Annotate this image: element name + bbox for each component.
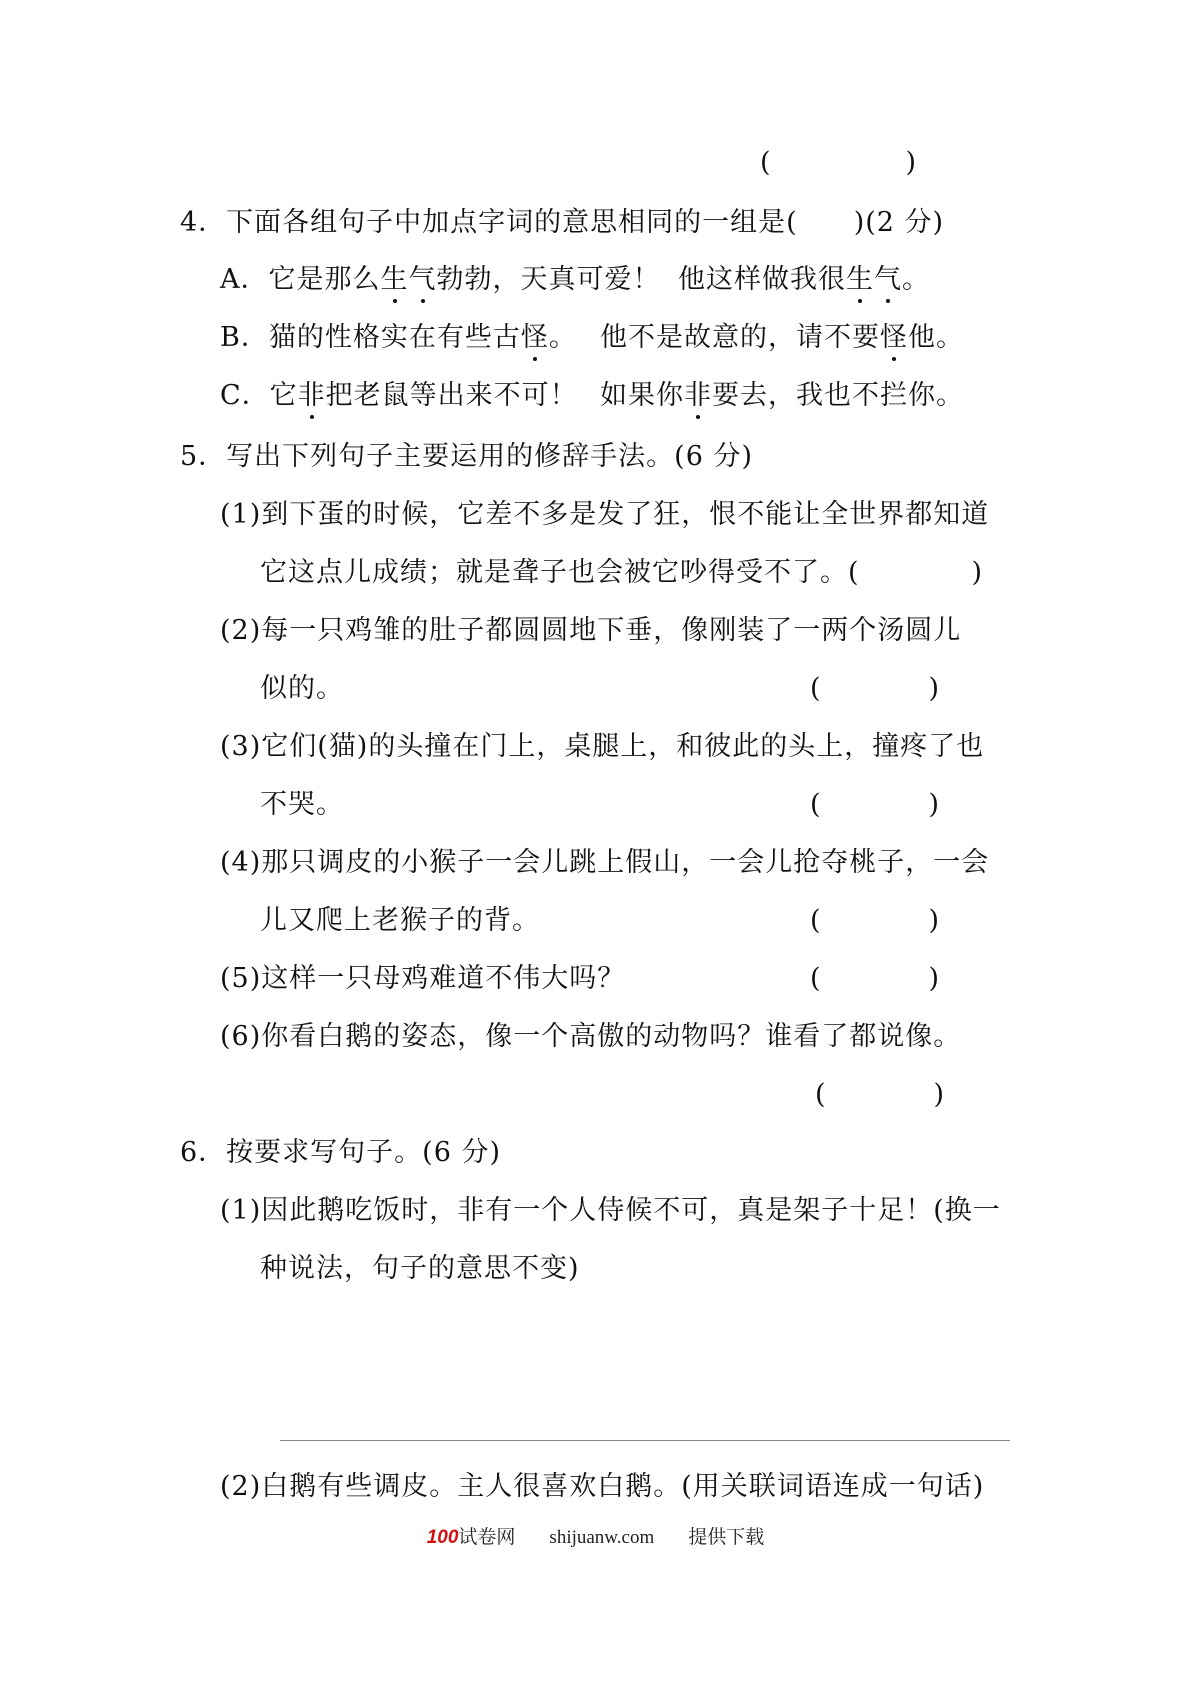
emphasis-dot-char: 非 bbox=[684, 376, 712, 416]
option-b-second-text: 他不是故意的，请不要 bbox=[600, 322, 880, 353]
emphasis-dot-char: 怪 bbox=[880, 318, 908, 358]
question-5-stem: 5．写出下列句子主要运用的修辞手法。(6 分) bbox=[180, 441, 754, 472]
footer-watermark bbox=[0, 1525, 1191, 1551]
question-4-option-c bbox=[220, 376, 578, 416]
question-4-option-b bbox=[220, 318, 577, 358]
question-5-item-3-line-2: 不哭。 bbox=[260, 789, 344, 820]
emphasis-dot-char: 生 bbox=[381, 260, 409, 300]
site-logo: 100 bbox=[426, 1527, 459, 1548]
emphasis-dot-char: 气 bbox=[874, 260, 902, 300]
option-a-text: A．它是那么 bbox=[220, 264, 381, 295]
answer-writing-line[interactable] bbox=[280, 1440, 1010, 1441]
question-4-option-c-second bbox=[600, 376, 964, 416]
question-6-item-1-line-2: 种说法，句子的意思不变) bbox=[260, 1253, 580, 1284]
question-5-item-6-line-1: (6)你看白鹅的姿态，像一个高傲的动物吗？谁看了都说像。 bbox=[220, 1021, 962, 1052]
question-4-stem: 4．下面各组句子中加点字词的意思相同的一组是( )(2 分) bbox=[180, 207, 945, 238]
question-6-stem: 6．按要求写句子。(6 分) bbox=[180, 1137, 502, 1168]
option-c-text: C．它 bbox=[220, 380, 298, 411]
question-5-item-4-line-2: 儿又爬上老猴子的背。 bbox=[260, 905, 540, 936]
download-note: 提供下载 bbox=[688, 1527, 765, 1548]
question-5-item-4-line-1: (4)那只调皮的小猴子一会儿跳上假山，一会儿抢夺桃子，一会 bbox=[220, 847, 990, 878]
option-b-text: 。 bbox=[548, 322, 577, 353]
question-4-option-b-second bbox=[600, 318, 964, 358]
question-4-option-a-second bbox=[678, 260, 930, 300]
answer-parentheses: ( ) bbox=[815, 1079, 945, 1110]
answer-parentheses: ( ) bbox=[810, 789, 940, 820]
answer-parentheses: ( ) bbox=[810, 905, 940, 936]
option-c-second-text: 如果你 bbox=[600, 380, 684, 411]
option-a-second-text: 。 bbox=[902, 264, 930, 295]
question-5-item-5-line-1: (5)这样一只母鸡难道不伟大吗？ bbox=[220, 963, 626, 994]
question-5-item-2-line-2: 似的。 bbox=[260, 673, 344, 704]
site-name: 试卷网 bbox=[458, 1527, 516, 1548]
question-5-item-1-line-1: (1)到下蛋的时候，它差不多是发了狂，恨不能让全世界都知道 bbox=[220, 499, 990, 530]
site-domain: shijuanw.com bbox=[549, 1527, 655, 1548]
answer-parentheses: ( ) bbox=[760, 147, 917, 178]
question-6-item-1-line-1: (1)因此鹅吃饭时，非有一个人侍候不可，真是架子十足！(换一 bbox=[220, 1195, 1001, 1226]
option-c-second-text: 要去，我也不拦你。 bbox=[712, 380, 964, 411]
answer-parentheses: ( ) bbox=[810, 673, 940, 704]
question-5-item-2-line-1: (2)每一只鸡雏的肚子都圆圆地下垂，像刚装了一两个汤圆儿 bbox=[220, 615, 962, 646]
emphasis-dot-char: 非 bbox=[298, 376, 326, 416]
option-a-second-text: 他这样做我很 bbox=[678, 264, 846, 295]
option-c-text: 把老鼠等出来不可！ bbox=[325, 380, 578, 411]
question-5-item-3-line-1: (3)它们(猫)的头撞在门上，桌腿上，和彼此的头上，撞疼了也 bbox=[220, 731, 985, 762]
question-5-item-1-line-2: 它这点儿成绩；就是聋子也会被它吵得受不了。( ) bbox=[260, 557, 984, 588]
answer-parentheses: ( ) bbox=[810, 963, 940, 994]
option-b-second-text: 他。 bbox=[908, 322, 964, 353]
emphasis-dot-char: 生 bbox=[846, 260, 874, 300]
option-b-text: B．猫的性格实在有些古 bbox=[220, 322, 521, 353]
option-a-text: 勃勃，天真可爱！ bbox=[436, 264, 661, 295]
emphasis-dot-char: 气 bbox=[409, 260, 437, 300]
question-4-option-a bbox=[220, 260, 661, 300]
question-6-item-2-line-1: (2)白鹅有些调皮。主人很喜欢白鹅。(用关联词语连成一句话) bbox=[220, 1471, 985, 1502]
emphasis-dot-char: 怪 bbox=[521, 318, 549, 358]
